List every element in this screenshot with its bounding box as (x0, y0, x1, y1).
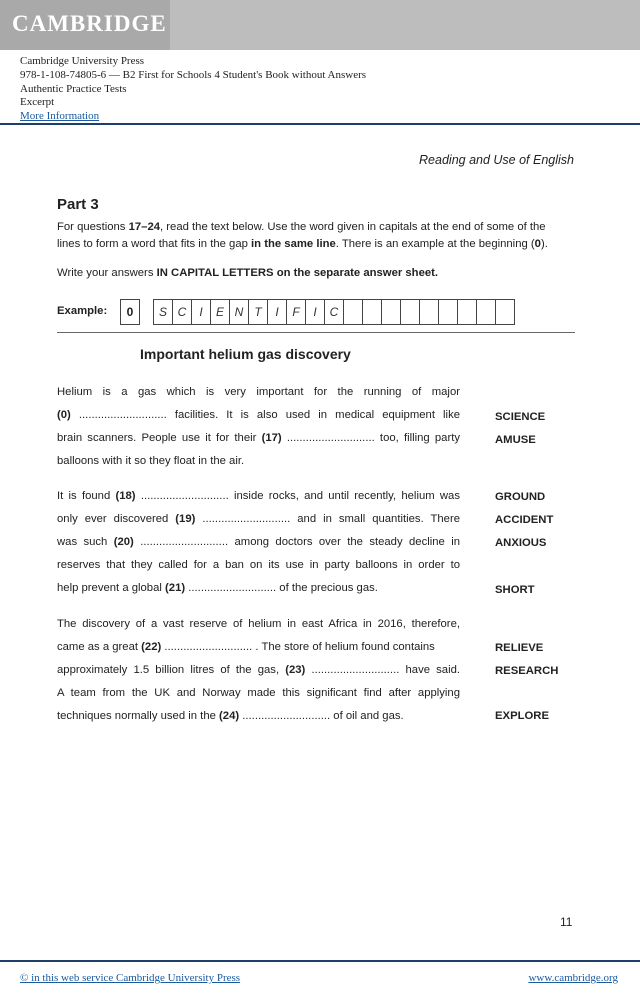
example-letter-cell: F (287, 300, 306, 324)
footer-divider (0, 960, 640, 962)
keyword-amuse: AMUSE (495, 434, 536, 446)
answer-gap: ............................ (305, 664, 400, 676)
website-link[interactable]: www.cambridge.org (528, 972, 618, 984)
example-letter-cell (363, 300, 382, 324)
part-title: Part 3 (57, 196, 99, 213)
example-letter-cell (420, 300, 439, 324)
answer-gap: ............................ (135, 490, 229, 502)
answer-gap: ............................ (185, 582, 277, 594)
example-letter-cell (401, 300, 420, 324)
example-letter-cell: I (306, 300, 325, 324)
logo-box (0, 0, 170, 50)
text-line (57, 490, 460, 502)
keyword-accident: ACCIDENT (495, 514, 554, 526)
text-line (57, 664, 460, 676)
instr-emphasis: 0 (534, 238, 541, 250)
instructions-1 (57, 219, 577, 253)
instr-text: ). (540, 238, 548, 250)
isbn-title: 978-1-108-74805-6 — B2 First for Schools 4 Student's Book without Answers (20, 68, 367, 81)
header-divider (0, 123, 640, 125)
text-fragment: approximately 1.5 billion litres of the gas, (57, 664, 286, 676)
book-metadata (20, 55, 366, 124)
answer-gap: ............................ (239, 710, 331, 722)
gap-number: (19) (175, 513, 196, 525)
text-fragment: help prevent a global (57, 582, 166, 594)
gap-number: (23) (285, 664, 306, 676)
text-fragment: techniques normally used in the (57, 710, 220, 722)
instr-text: For questions (57, 221, 129, 233)
keyword-research: RESEARCH (495, 665, 559, 677)
keyword-ground: GROUND (495, 491, 546, 503)
gap-number: (18) (115, 490, 136, 502)
answer-gap: ............................ (161, 641, 253, 653)
text-fragment: and in small quantities. There (290, 513, 460, 525)
text-line: A team from the UK and Norway made this significant find after applying (57, 687, 460, 699)
gap-number: (17) (261, 432, 282, 444)
question-range: 17–24 (128, 221, 161, 233)
text-fragment: brain scanners. People use it for their (57, 432, 262, 444)
page-number: 11 (560, 915, 573, 929)
example-letter-cell (344, 300, 363, 324)
example-number-box: 0 (120, 299, 140, 325)
keyword-anxious: ANXIOUS (495, 537, 547, 549)
example-letter-cell (439, 300, 458, 324)
text-line: reserves that they called for a ban on its use in party balloons in order to (57, 559, 460, 571)
answer-gap: ............................ (78, 409, 167, 421)
keyword-explore: EXPLORE (495, 710, 549, 722)
text-fragment: of oil and gas. (330, 710, 404, 722)
answer-gap: ............................ (195, 513, 291, 525)
cambridge-logo: CAMBRIDGE (12, 11, 167, 36)
text-line (57, 536, 460, 548)
example-letter-cell: N (230, 300, 249, 324)
text-line: Helium is a gas which is very important for the running of major (57, 386, 460, 398)
gap-number: (24) (219, 710, 240, 722)
text-fragment: It is found (57, 490, 116, 502)
instr-emphasis: IN CAPITAL LETTERS on the separate answer sheet. (156, 267, 439, 279)
text-fragment: among doctors over the steady decline in (228, 536, 460, 548)
example-label: Example: (57, 305, 108, 317)
keyword-relieve: RELIEVE (495, 642, 544, 654)
text-fragment: facilities. It is also used in medical equipment like (166, 409, 460, 421)
text-line (57, 409, 460, 421)
example-letter-cell: C (173, 300, 192, 324)
book-subtitle: Authentic Practice Tests (20, 82, 127, 95)
text-line (57, 582, 460, 594)
text-fragment: have said. (399, 664, 460, 676)
example-letter-cell: E (211, 300, 230, 324)
example-letter-cell: S (154, 300, 173, 324)
section-divider (57, 332, 575, 333)
example-letter-cell: I (192, 300, 211, 324)
running-head: Reading and Use of English (419, 153, 574, 167)
publisher-name: Cambridge University Press (20, 55, 145, 67)
keyword-science: SCIENCE (495, 411, 546, 423)
answer-gap: ............................ (133, 536, 229, 548)
text-line: The discovery of a vast reserve of helium in east Africa in 2016, therefore, (57, 618, 460, 630)
instr-text: , read the text below. Use the word given in capitals at the end of some of the (160, 221, 546, 233)
example-answer-grid (153, 299, 515, 325)
gap-number: (21) (165, 582, 186, 594)
copyright-link[interactable]: © in this web service Cambridge University Press (20, 972, 241, 984)
gap-number: (0) (57, 409, 71, 421)
text-line: balloons with it so they float in the air. (57, 455, 245, 467)
example-letter-cell (477, 300, 496, 324)
text-fragment: came as a great (57, 641, 142, 653)
excerpt-label: Excerpt (20, 96, 55, 109)
text-fragment: . The store of helium found contains (252, 641, 435, 653)
text-line (57, 432, 460, 444)
text-line (57, 513, 460, 525)
example-letter-cell (382, 300, 401, 324)
instr-text: Write your answers (57, 267, 157, 279)
text-fragment: too, filling party (374, 432, 460, 444)
text-title: Important helium gas discovery (140, 346, 351, 362)
example-letter-cell (496, 300, 514, 324)
gap-number: (22) (141, 641, 162, 653)
text-line (57, 641, 460, 653)
answer-gap: ............................ (281, 432, 375, 444)
more-information-link[interactable]: More Information (20, 110, 100, 123)
text-fragment: only ever discovered (57, 513, 176, 525)
example-letter-cell (458, 300, 477, 324)
instr-emphasis: in the same line (251, 238, 336, 250)
example-letter-cell: I (268, 300, 287, 324)
publisher-header-bar (0, 0, 640, 50)
instr-text: . There is an example at the beginning ( (335, 238, 535, 250)
gap-number: (20) (113, 536, 134, 548)
text-line (57, 710, 460, 722)
text-fragment: was such (57, 536, 114, 548)
instructions-2 (57, 265, 577, 282)
instr-text: lines to form a word that fits in the gap (57, 238, 252, 250)
text-fragment: inside rocks, and until recently, helium was (228, 490, 460, 502)
text-fragment: of the precious gas. (276, 582, 378, 594)
example-letter-cell: C (325, 300, 344, 324)
keyword-short: SHORT (495, 584, 535, 596)
example-letter-cell: T (249, 300, 268, 324)
